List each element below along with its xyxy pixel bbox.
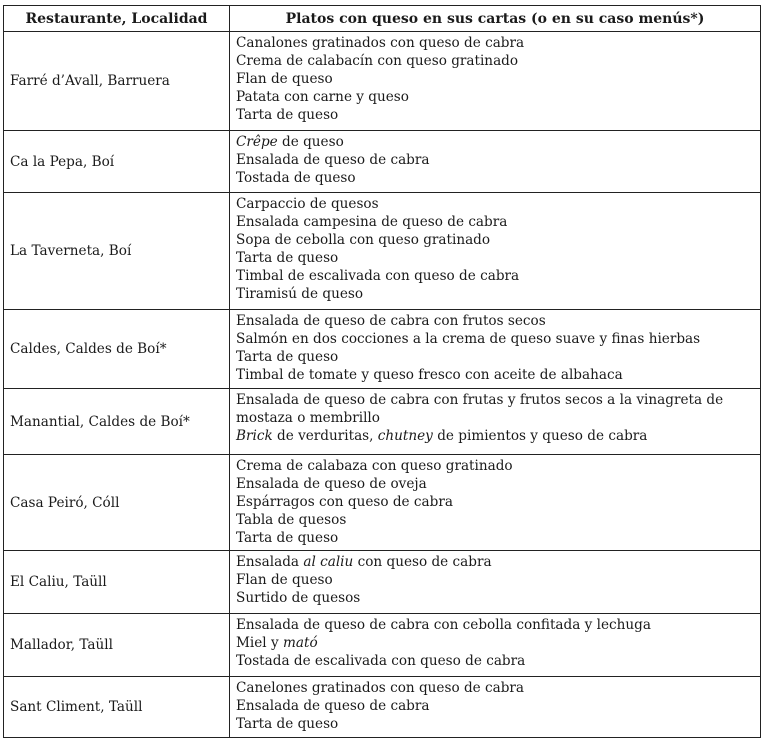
dish-text-italic: al caliu: [303, 554, 354, 570]
dish-item: [236, 70, 760, 88]
dish-text: Canelones gratinados con queso de cabra: [236, 680, 525, 696]
dish-text: Salmón en dos cocciones a la crema de queso suave y finas hierbas: [236, 331, 701, 347]
dish-text: Ensalada de queso de cabra con cebolla confitada y lechuga: [236, 617, 651, 633]
dish-item: [236, 697, 760, 715]
dish-text-italic: Crêpe: [236, 134, 278, 150]
dish-item: [236, 348, 760, 366]
dish-item: [236, 151, 760, 169]
dish-item: [236, 330, 760, 348]
dishes-cell: [230, 614, 761, 677]
dish-item: [236, 475, 760, 493]
dish-text: Ensalada: [236, 554, 304, 570]
dish-text: Ensalada de queso de cabra con frutos secos: [236, 313, 546, 329]
restaurant-locality-cell: El Caliu, Taüll: [4, 551, 230, 614]
header-cheese-dishes: Platos con queso en sus cartas (o en su caso menús*): [230, 6, 761, 32]
table-row: [4, 389, 761, 455]
dish-text-italic: mató: [282, 635, 318, 651]
restaurant-locality-cell: Casa Peiró, Cóll: [4, 455, 230, 551]
dish-item: [236, 652, 760, 670]
table-body: [4, 32, 761, 738]
dishes-cell: [230, 389, 761, 455]
table-row: [4, 32, 761, 131]
dish-text: Ensalada de queso de oveja: [236, 476, 427, 492]
table-row: [4, 455, 761, 551]
dish-text: Timbal de tomate y queso fresco con aceite de albahaca: [236, 367, 623, 383]
dish-item: [236, 391, 760, 427]
dish-text: Patata con carne y queso: [236, 89, 409, 105]
dish-text: Timbal de escalivada con queso de cabra: [236, 268, 520, 284]
dish-item: [236, 493, 760, 511]
dish-text: Ensalada de queso de cabra: [236, 698, 430, 714]
dish-item: [236, 249, 760, 267]
dishes-cell: [230, 551, 761, 614]
dish-item: [236, 616, 760, 634]
dish-text: Ensalada campesina de queso de cabra: [236, 214, 508, 230]
dishes-cell: [230, 131, 761, 193]
dish-item: [236, 52, 760, 70]
restaurant-locality-cell: Sant Climent, Taüll: [4, 677, 230, 738]
dishes-cell: [230, 677, 761, 738]
dish-item: [236, 213, 760, 231]
dish-text: Tabla de quesos: [236, 512, 347, 528]
dish-text: Tarta de queso: [236, 530, 339, 546]
dish-text: Flan de queso: [236, 572, 333, 588]
dish-item: [236, 571, 760, 589]
dish-item: [236, 133, 760, 151]
restaurant-locality-cell: Mallador, Taüll: [4, 614, 230, 677]
dish-item: [236, 511, 760, 529]
dish-text: Sopa de cebolla con queso gratinado: [236, 232, 491, 248]
dish-text: Tiramisú de queso: [236, 286, 364, 302]
dish-item: [236, 529, 760, 547]
restaurant-locality-cell: Caldes, Caldes de Boí*: [4, 310, 230, 389]
table-row: [4, 551, 761, 614]
table-row: [4, 193, 761, 310]
dish-item: [236, 679, 760, 697]
restaurant-locality-cell: Farré d’Avall, Barruera: [4, 32, 230, 131]
dish-text-italic: chutney: [377, 428, 433, 444]
dish-item: [236, 267, 760, 285]
restaurant-locality-cell: Ca la Pepa, Boí: [4, 131, 230, 193]
dish-item: [236, 366, 760, 384]
table-row: [4, 131, 761, 193]
dish-text: de queso: [277, 134, 344, 150]
dish-item: [236, 312, 760, 330]
dish-item: [236, 106, 760, 124]
dish-text: Miel y: [236, 635, 283, 651]
dish-text: Tarta de queso: [236, 250, 339, 266]
dish-text: Surtido de quesos: [236, 590, 361, 606]
dish-item: [236, 34, 760, 52]
dish-text: Canalones gratinados con queso de cabra: [236, 35, 525, 51]
dishes-cell: [230, 193, 761, 310]
table-row: [4, 614, 761, 677]
dish-text: Ensalada de queso de cabra: [236, 152, 430, 168]
dish-text: Crema de calabaza con queso gratinado: [236, 458, 513, 474]
dish-item: [236, 195, 760, 213]
dish-item: [236, 231, 760, 249]
dish-text: Tarta de queso: [236, 349, 339, 365]
dish-item: [236, 169, 760, 187]
dish-text: de verduritas,: [272, 428, 378, 444]
table-row: [4, 677, 761, 738]
dishes-cell: [230, 32, 761, 131]
dish-item: [236, 634, 760, 652]
dish-text: Espárragos con queso de cabra: [236, 494, 453, 510]
dish-text: de pimientos y queso de cabra: [432, 428, 648, 444]
dish-text: con queso de cabra: [353, 554, 492, 570]
dish-text: Ensalada de queso de cabra con frutas y frutos secos a la vinagreta de mostaza o membrillo: [236, 392, 724, 426]
dish-text-italic: Brick: [236, 428, 273, 444]
dish-item: [236, 589, 760, 607]
dish-item: [236, 88, 760, 106]
dishes-cell: [230, 310, 761, 389]
dish-text: Flan de queso: [236, 71, 333, 87]
restaurant-cheese-dishes-table: [3, 5, 761, 738]
dish-item: [236, 553, 760, 571]
dish-item: [236, 457, 760, 475]
dish-item: [236, 427, 760, 445]
dish-text: Tarta de queso: [236, 716, 339, 732]
dish-item: [236, 285, 760, 303]
restaurant-locality-cell: La Taverneta, Boí: [4, 193, 230, 310]
dish-text: Crema de calabacín con queso gratinado: [236, 53, 519, 69]
restaurant-locality-cell: Manantial, Caldes de Boí*: [4, 389, 230, 455]
header-row: [4, 6, 761, 32]
header-restaurant-locality: Restaurante, Localidad: [4, 6, 230, 32]
dish-text: Tarta de queso: [236, 107, 339, 123]
table-row: [4, 310, 761, 389]
dish-text: Carpaccio de quesos: [236, 196, 379, 212]
dish-item: [236, 715, 760, 733]
dish-text: Tostada de escalivada con queso de cabra: [236, 653, 526, 669]
dish-text: Tostada de queso: [236, 170, 356, 186]
dishes-cell: [230, 455, 761, 551]
